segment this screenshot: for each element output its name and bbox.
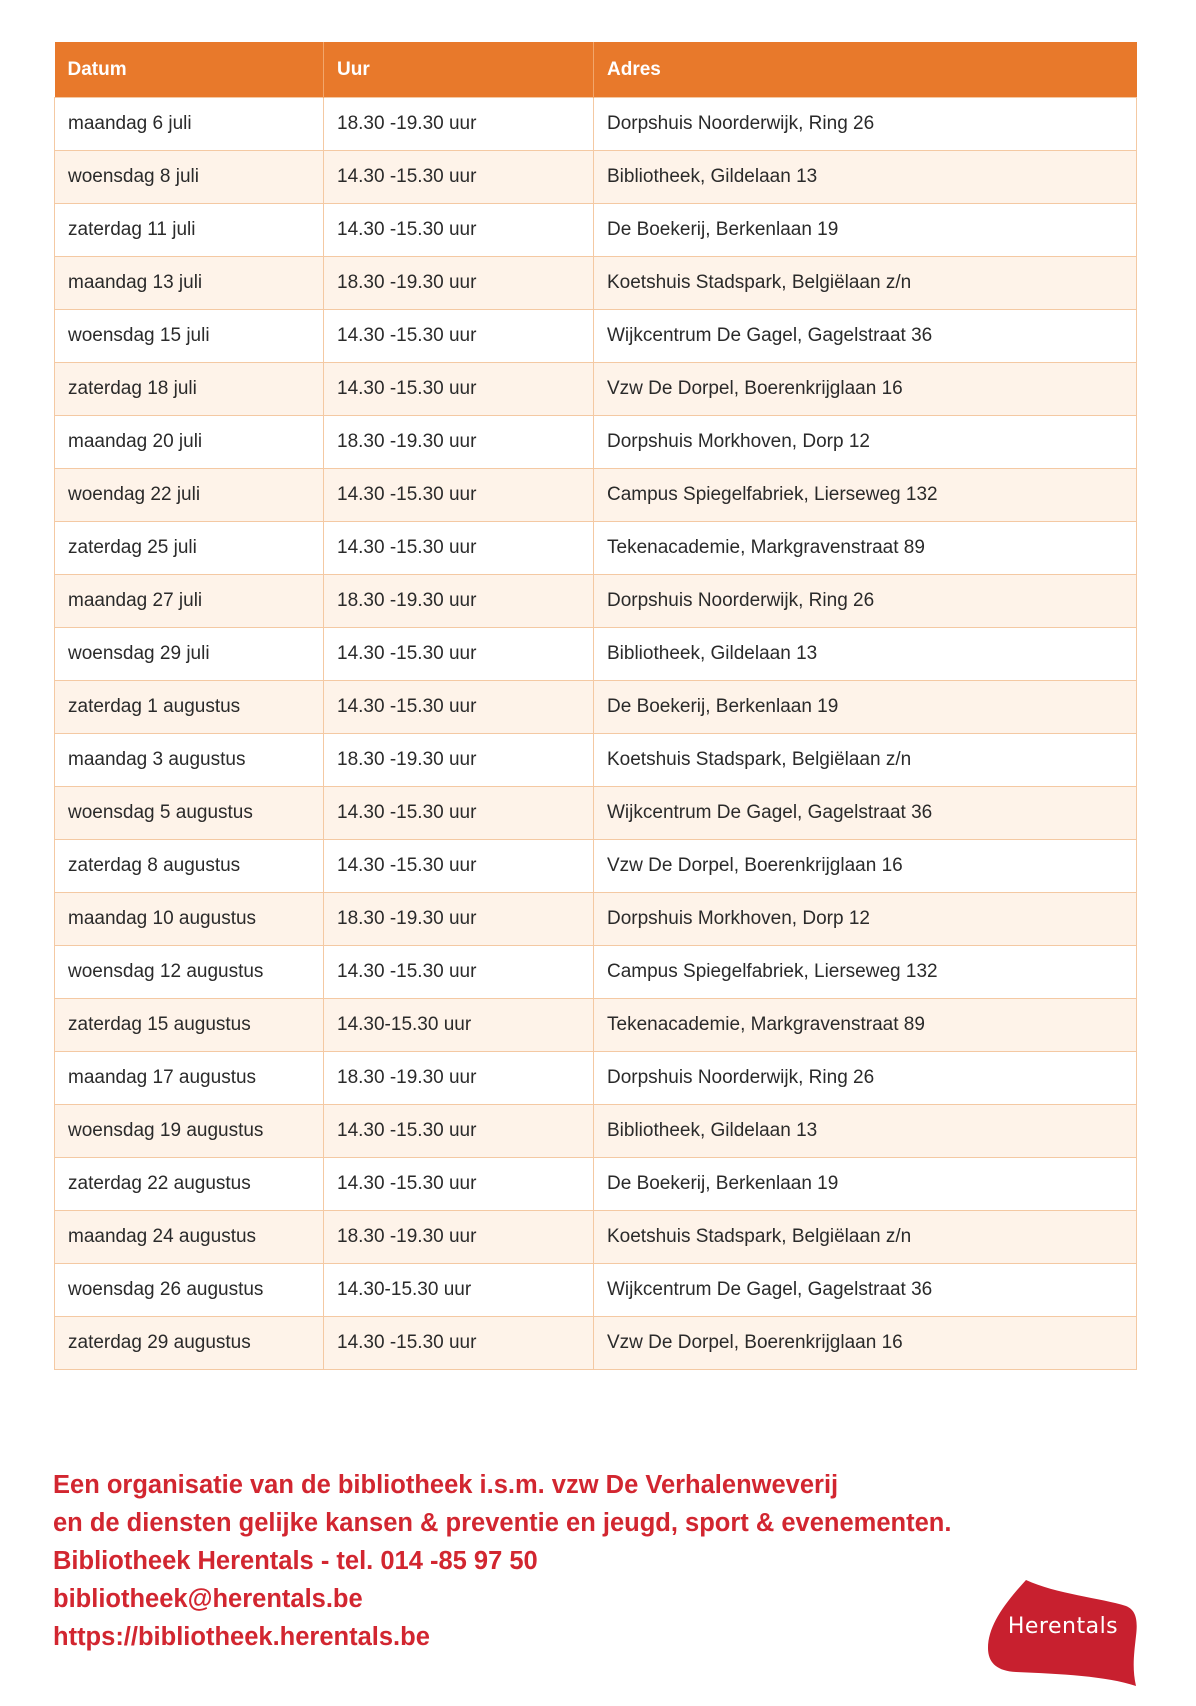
time-cell: 14.30 -15.30 uur: [324, 363, 594, 416]
time-cell: 14.30-15.30 uur: [324, 1264, 594, 1317]
time-cell: 14.30 -15.30 uur: [324, 628, 594, 681]
footer-phone-line: Bibliotheek Herentals - tel. 014 -85 97 50: [53, 1547, 538, 1575]
table-row: [55, 1317, 1137, 1370]
schedule-table: [54, 42, 1137, 1370]
time-cell: 14.30 -15.30 uur: [324, 151, 594, 204]
table-row: [55, 946, 1137, 999]
date-cell: maandag 13 juli: [55, 257, 324, 310]
table-row: [55, 628, 1137, 681]
table-row: [55, 1105, 1137, 1158]
date-cell: maandag 24 augustus: [55, 1211, 324, 1264]
table-body: [55, 98, 1137, 1370]
address-cell: Dorpshuis Noorderwijk, Ring 26: [594, 98, 1137, 151]
address-cell: Dorpshuis Noorderwijk, Ring 26: [594, 1052, 1137, 1105]
time-cell: 14.30 -15.30 uur: [324, 681, 594, 734]
table-row: [55, 893, 1137, 946]
table-row: [55, 416, 1137, 469]
time-cell: 18.30 -19.30 uur: [324, 893, 594, 946]
date-cell: maandag 10 augustus: [55, 893, 324, 946]
address-cell: Wijkcentrum De Gagel, Gagelstraat 36: [594, 310, 1137, 363]
time-cell: 18.30 -19.30 uur: [324, 575, 594, 628]
address-cell: Dorpshuis Morkhoven, Dorp 12: [594, 416, 1137, 469]
table-row: [55, 98, 1137, 151]
address-cell: De Boekerij, Berkenlaan 19: [594, 681, 1137, 734]
table-row: [55, 257, 1137, 310]
date-cell: zaterdag 18 juli: [55, 363, 324, 416]
address-cell: Tekenacademie, Markgravenstraat 89: [594, 522, 1137, 575]
address-cell: Campus Spiegelfabriek, Lierseweg 132: [594, 469, 1137, 522]
date-cell: maandag 20 juli: [55, 416, 324, 469]
table-row: [55, 310, 1137, 363]
address-cell: De Boekerij, Berkenlaan 19: [594, 1158, 1137, 1211]
time-cell: 14.30 -15.30 uur: [324, 1158, 594, 1211]
header-row: [55, 42, 1137, 98]
address-cell: De Boekerij, Berkenlaan 19: [594, 204, 1137, 257]
address-cell: Vzw De Dorpel, Boerenkrijglaan 16: [594, 363, 1137, 416]
table-row: [55, 469, 1137, 522]
time-cell: 18.30 -19.30 uur: [324, 98, 594, 151]
time-cell: 18.30 -19.30 uur: [324, 1052, 594, 1105]
time-cell: 14.30 -15.30 uur: [324, 522, 594, 575]
time-cell: 14.30 -15.30 uur: [324, 1317, 594, 1370]
time-cell: 14.30 -15.30 uur: [324, 1105, 594, 1158]
time-cell: 18.30 -19.30 uur: [324, 416, 594, 469]
address-cell: Vzw De Dorpel, Boerenkrijglaan 16: [594, 840, 1137, 893]
time-cell: 14.30 -15.30 uur: [324, 787, 594, 840]
address-cell: Dorpshuis Morkhoven, Dorp 12: [594, 893, 1137, 946]
date-cell: zaterdag 8 augustus: [55, 840, 324, 893]
address-cell: Koetshuis Stadspark, Belgiëlaan z/n: [594, 257, 1137, 310]
footer-website: https://bibliotheek.herentals.be: [53, 1623, 430, 1651]
address-cell: Bibliotheek, Gildelaan 13: [594, 151, 1137, 204]
date-cell: woensdag 12 augustus: [55, 946, 324, 999]
table-row: [55, 1264, 1137, 1317]
date-cell: woendag 22 juli: [55, 469, 324, 522]
date-cell: zaterdag 25 juli: [55, 522, 324, 575]
date-cell: maandag 3 augustus: [55, 734, 324, 787]
date-cell: maandag 6 juli: [55, 98, 324, 151]
address-cell: Koetshuis Stadspark, Belgiëlaan z/n: [594, 734, 1137, 787]
time-cell: 14.30 -15.30 uur: [324, 310, 594, 363]
table-row: [55, 1211, 1137, 1264]
table-row: [55, 840, 1137, 893]
address-cell: Tekenacademie, Markgravenstraat 89: [594, 999, 1137, 1052]
time-cell: 18.30 -19.30 uur: [324, 734, 594, 787]
date-cell: woensdag 26 augustus: [55, 1264, 324, 1317]
time-cell: 14.30-15.30 uur: [324, 999, 594, 1052]
table-row: [55, 1158, 1137, 1211]
table-row: [55, 522, 1137, 575]
table-row: [55, 575, 1137, 628]
herentals-logo: [986, 1576, 1140, 1688]
table-header: [55, 42, 1137, 98]
time-cell: 14.30 -15.30 uur: [324, 204, 594, 257]
date-cell: woensdag 19 augustus: [55, 1105, 324, 1158]
footer-info: [53, 1466, 951, 1656]
footer-services-line: en de diensten gelijke kansen & preventie en jeugd, sport & evenementen.: [53, 1509, 952, 1537]
time-cell: 14.30 -15.30 uur: [324, 946, 594, 999]
column-header-datum: Datum: [55, 42, 324, 98]
address-cell: Koetshuis Stadspark, Belgiëlaan z/n: [594, 1211, 1137, 1264]
time-cell: 14.30 -15.30 uur: [324, 840, 594, 893]
logo-text: Herentals: [1007, 1614, 1119, 1639]
column-header-adres: Adres: [594, 42, 1137, 98]
date-cell: maandag 27 juli: [55, 575, 324, 628]
time-cell: 18.30 -19.30 uur: [324, 257, 594, 310]
date-cell: zaterdag 1 augustus: [55, 681, 324, 734]
date-cell: woensdag 5 augustus: [55, 787, 324, 840]
footer-organisation-line: Een organisatie van de bibliotheek i.s.m. vzw De Verhalenweverij: [53, 1471, 839, 1499]
column-header-uur: Uur: [324, 42, 594, 98]
date-cell: zaterdag 11 juli: [55, 204, 324, 257]
footer-email: bibliotheek@herentals.be: [53, 1585, 363, 1613]
address-cell: Campus Spiegelfabriek, Lierseweg 132: [594, 946, 1137, 999]
table-row: [55, 363, 1137, 416]
table-row: [55, 204, 1137, 257]
date-cell: woensdag 8 juli: [55, 151, 324, 204]
time-cell: 18.30 -19.30 uur: [324, 1211, 594, 1264]
date-cell: woensdag 15 juli: [55, 310, 324, 363]
date-cell: zaterdag 29 augustus: [55, 1317, 324, 1370]
address-cell: Wijkcentrum De Gagel, Gagelstraat 36: [594, 787, 1137, 840]
table-row: [55, 787, 1137, 840]
time-cell: 14.30 -15.30 uur: [324, 469, 594, 522]
date-cell: zaterdag 15 augustus: [55, 999, 324, 1052]
address-cell: Dorpshuis Noorderwijk, Ring 26: [594, 575, 1137, 628]
table-row: [55, 999, 1137, 1052]
table-row: [55, 1052, 1137, 1105]
date-cell: zaterdag 22 augustus: [55, 1158, 324, 1211]
address-cell: Bibliotheek, Gildelaan 13: [594, 1105, 1137, 1158]
address-cell: Vzw De Dorpel, Boerenkrijglaan 16: [594, 1317, 1137, 1370]
address-cell: Wijkcentrum De Gagel, Gagelstraat 36: [594, 1264, 1137, 1317]
date-cell: maandag 17 augustus: [55, 1052, 324, 1105]
table-row: [55, 151, 1137, 204]
table-row: [55, 681, 1137, 734]
table-row: [55, 734, 1137, 787]
date-cell: woensdag 29 juli: [55, 628, 324, 681]
address-cell: Bibliotheek, Gildelaan 13: [594, 628, 1137, 681]
